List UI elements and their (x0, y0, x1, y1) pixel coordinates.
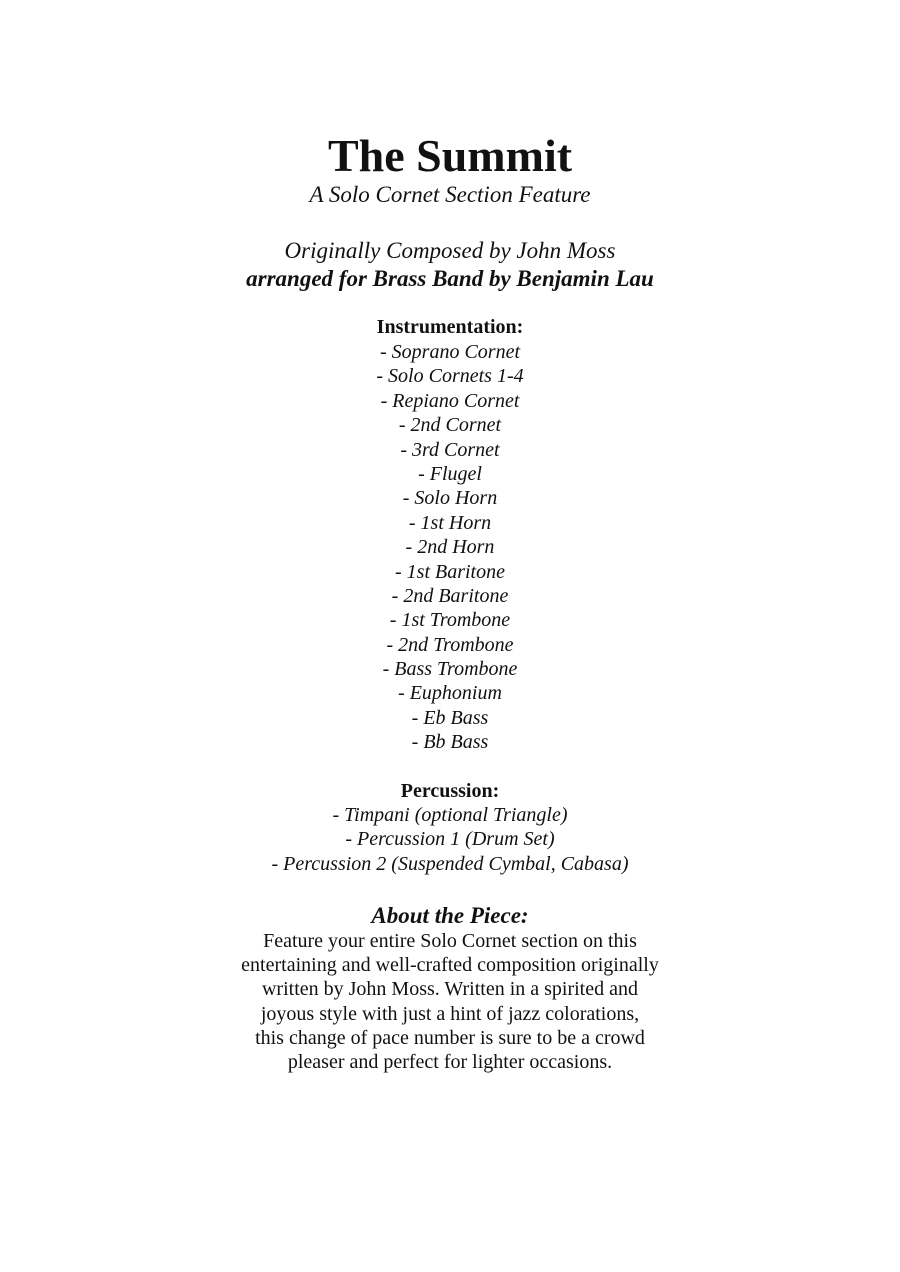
about-paragraph (0, 929, 900, 1074)
about-line: this change of pace number is sure to be a crowd (255, 1026, 645, 1049)
percussion-item: - Percussion 2 (Suspended Cymbal, Cabasa) (271, 852, 629, 875)
instrument-item: - Euphonium (398, 682, 502, 705)
about-heading: About the Piece: (371, 903, 529, 928)
percussion-item: - Percussion 1 (Drum Set) (345, 828, 555, 851)
percussion-list (0, 803, 900, 876)
instrument-item: - Solo Horn (402, 487, 498, 510)
page-title: The Summit (327, 130, 573, 181)
instrument-item: - Bb Bass (411, 731, 489, 754)
instrument-item: - 2nd Trombone (386, 633, 514, 656)
instrument-item: - Eb Bass (411, 706, 489, 729)
instrument-item: - 1st Baritone (395, 560, 505, 583)
instrument-item: - Solo Cornets 1-4 (376, 365, 524, 388)
arranger-credit: arranged for Brass Band by Benjamin Lau (246, 266, 654, 291)
instrument-item: - 2nd Cornet (398, 414, 502, 437)
composer-credit: Originally Composed by John Moss (284, 238, 616, 263)
about-line: pleaser and perfect for lighter occasions. (287, 1050, 613, 1073)
instrument-item: - Repiano Cornet (380, 389, 520, 412)
about-line: entertaining and well-crafted composition originally (241, 954, 659, 977)
about-line: Feature your entire Solo Cornet section on this (263, 930, 637, 952)
instrumentation-list (0, 340, 900, 755)
instrument-item: - 3rd Cornet (400, 438, 500, 461)
instrument-item: - Bass Trombone (382, 658, 518, 681)
instrument-item: - 2nd Baritone (391, 584, 509, 607)
instrument-item: - Flugel (418, 462, 482, 485)
percussion-heading: Percussion: (400, 780, 500, 802)
instrument-item: - 2nd Horn (405, 536, 495, 559)
page-subtitle: A Solo Cornet Section Feature (309, 182, 591, 207)
percussion-item: - Timpani (optional Triangle) (332, 804, 568, 826)
instrument-item: - Soprano Cornet (380, 341, 520, 363)
instrument-item: - 1st Horn (408, 511, 492, 534)
about-line: joyous style with just a hint of jazz colorations, (260, 1002, 640, 1025)
instrumentation-heading: Instrumentation: (376, 316, 524, 338)
instrument-item: - 1st Trombone (389, 609, 511, 632)
about-line: written by John Moss. Written in a spirited and (261, 978, 638, 1001)
